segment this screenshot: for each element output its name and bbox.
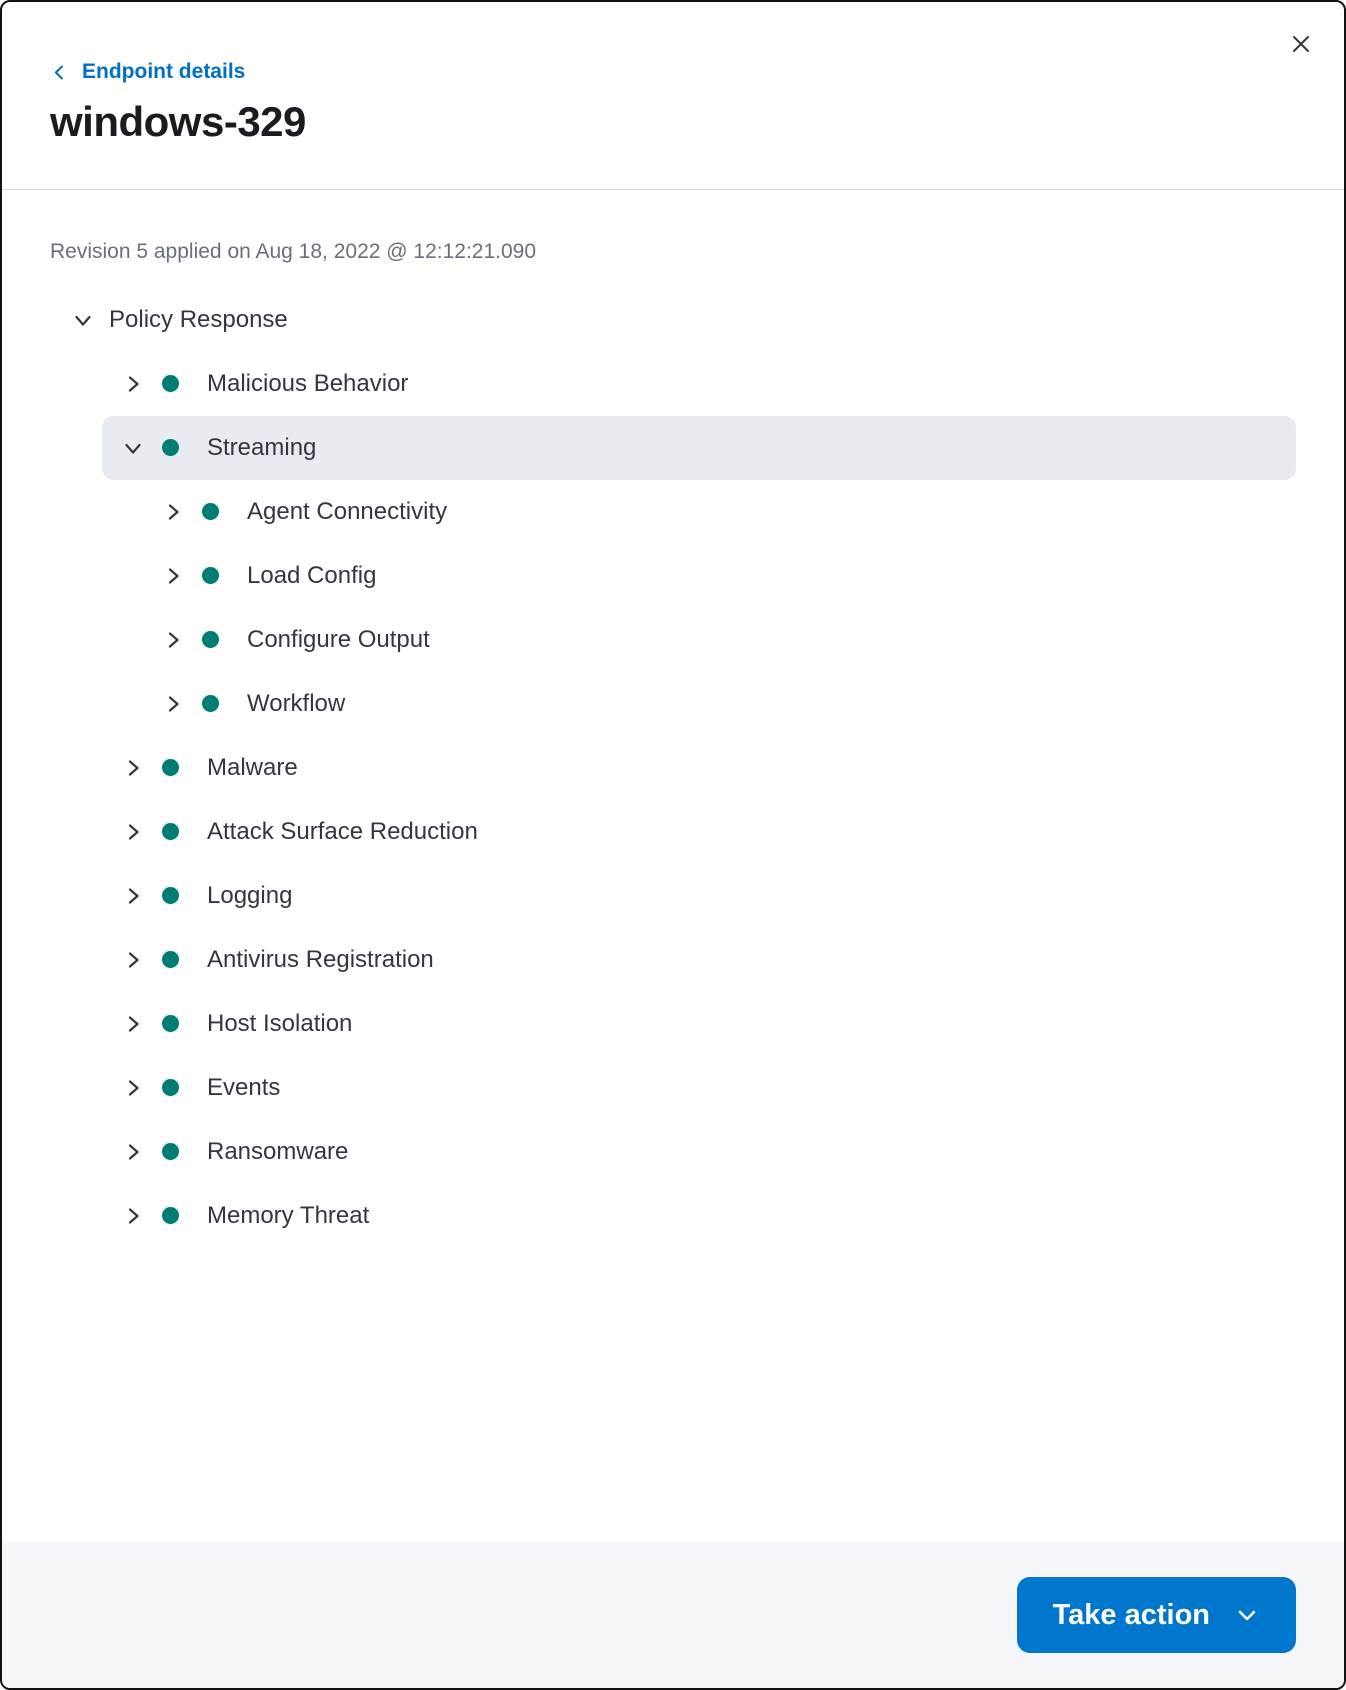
- close-button[interactable]: [1286, 29, 1316, 59]
- tree-item[interactable]: [142, 672, 1296, 736]
- tree-item-label: Attack Surface Reduction: [207, 817, 478, 845]
- tree-item-label: Agent Connectivity: [247, 497, 448, 525]
- status-dot-icon: [202, 503, 219, 520]
- tree-item[interactable]: [102, 352, 1296, 416]
- tree-children-root: [102, 352, 1296, 1248]
- chevron-right-icon[interactable]: [160, 691, 186, 717]
- tree-item-label: Malware: [207, 753, 298, 781]
- status-dot-icon: [162, 375, 179, 392]
- tree-item[interactable]: [102, 736, 1296, 800]
- chevron-right-icon[interactable]: [160, 563, 186, 589]
- tree-item[interactable]: [102, 992, 1296, 1056]
- revision-applied-text: Revision 5 applied on Aug 18, 2022 @ 12:12:21.090: [50, 239, 537, 263]
- chevron-right-icon[interactable]: [120, 371, 146, 397]
- tree-item[interactable]: [102, 416, 1296, 480]
- status-dot-icon: [162, 823, 179, 840]
- tree-item-label: Logging: [207, 881, 293, 909]
- chevron-right-icon[interactable]: [120, 1075, 146, 1101]
- chevron-right-icon[interactable]: [120, 819, 146, 845]
- status-dot-icon: [162, 1079, 179, 1096]
- flyout-body: [2, 190, 1344, 1543]
- chevron-down-icon[interactable]: [120, 435, 146, 461]
- status-dot-icon: [162, 887, 179, 904]
- status-dot-icon: [162, 439, 179, 456]
- tree-item[interactable]: [102, 1056, 1296, 1120]
- tree-item-label: Workflow: [247, 689, 346, 717]
- tree-item-label: Events: [207, 1073, 281, 1101]
- close-icon: [1289, 32, 1313, 56]
- tree-item-label: Host Isolation: [207, 1009, 353, 1037]
- status-dot-icon: [162, 759, 179, 776]
- tree-item[interactable]: [142, 544, 1296, 608]
- policy-response-tree: [50, 288, 1296, 1248]
- tree-item-label: Malicious Behavior: [207, 369, 409, 397]
- chevron-left-icon: [50, 63, 69, 82]
- tree-item-policy-response[interactable]: [50, 288, 1296, 352]
- status-dot-icon: [162, 1015, 179, 1032]
- take-action-label: Take action: [1052, 1598, 1210, 1631]
- tree-item[interactable]: [102, 1120, 1296, 1184]
- tree-item[interactable]: [102, 1184, 1296, 1248]
- tree-item-label: Memory Threat: [207, 1201, 370, 1229]
- take-action-button[interactable]: [1017, 1577, 1296, 1653]
- tree-item-label: Policy Response: [109, 305, 288, 333]
- chevron-right-icon[interactable]: [120, 1139, 146, 1165]
- page-title: windows-329: [50, 97, 306, 145]
- tree-item[interactable]: [102, 800, 1296, 864]
- chevron-right-icon[interactable]: [120, 883, 146, 909]
- chevron-down-icon: [1234, 1602, 1260, 1628]
- back-to-endpoint-details-link[interactable]: [50, 58, 245, 86]
- tree-item[interactable]: [142, 480, 1296, 544]
- flyout-footer: [2, 1542, 1344, 1688]
- chevron-right-icon[interactable]: [120, 1011, 146, 1037]
- tree-item[interactable]: [142, 608, 1296, 672]
- chevron-right-icon[interactable]: [120, 755, 146, 781]
- status-dot-icon: [162, 1207, 179, 1224]
- status-dot-icon: [202, 695, 219, 712]
- chevron-down-icon[interactable]: [70, 307, 96, 333]
- tree-item-label: Antivirus Registration: [207, 945, 434, 973]
- tree-item-label: Ransomware: [207, 1137, 349, 1165]
- status-dot-icon: [162, 1143, 179, 1160]
- tree-item-label: Load Config: [247, 561, 377, 589]
- flyout-header: [2, 2, 1344, 190]
- status-dot-icon: [162, 951, 179, 968]
- status-dot-icon: [202, 631, 219, 648]
- tree-item-label: Streaming: [207, 433, 317, 461]
- tree-item-label: Configure Output: [247, 625, 430, 653]
- back-link-label: Endpoint details: [82, 60, 246, 83]
- status-dot-icon: [202, 567, 219, 584]
- tree-item[interactable]: [102, 864, 1296, 928]
- tree-subgroup: [142, 480, 1296, 736]
- chevron-right-icon[interactable]: [160, 627, 186, 653]
- chevron-right-icon[interactable]: [120, 947, 146, 973]
- chevron-right-icon[interactable]: [160, 499, 186, 525]
- tree-item[interactable]: [102, 928, 1296, 992]
- chevron-right-icon[interactable]: [120, 1203, 146, 1229]
